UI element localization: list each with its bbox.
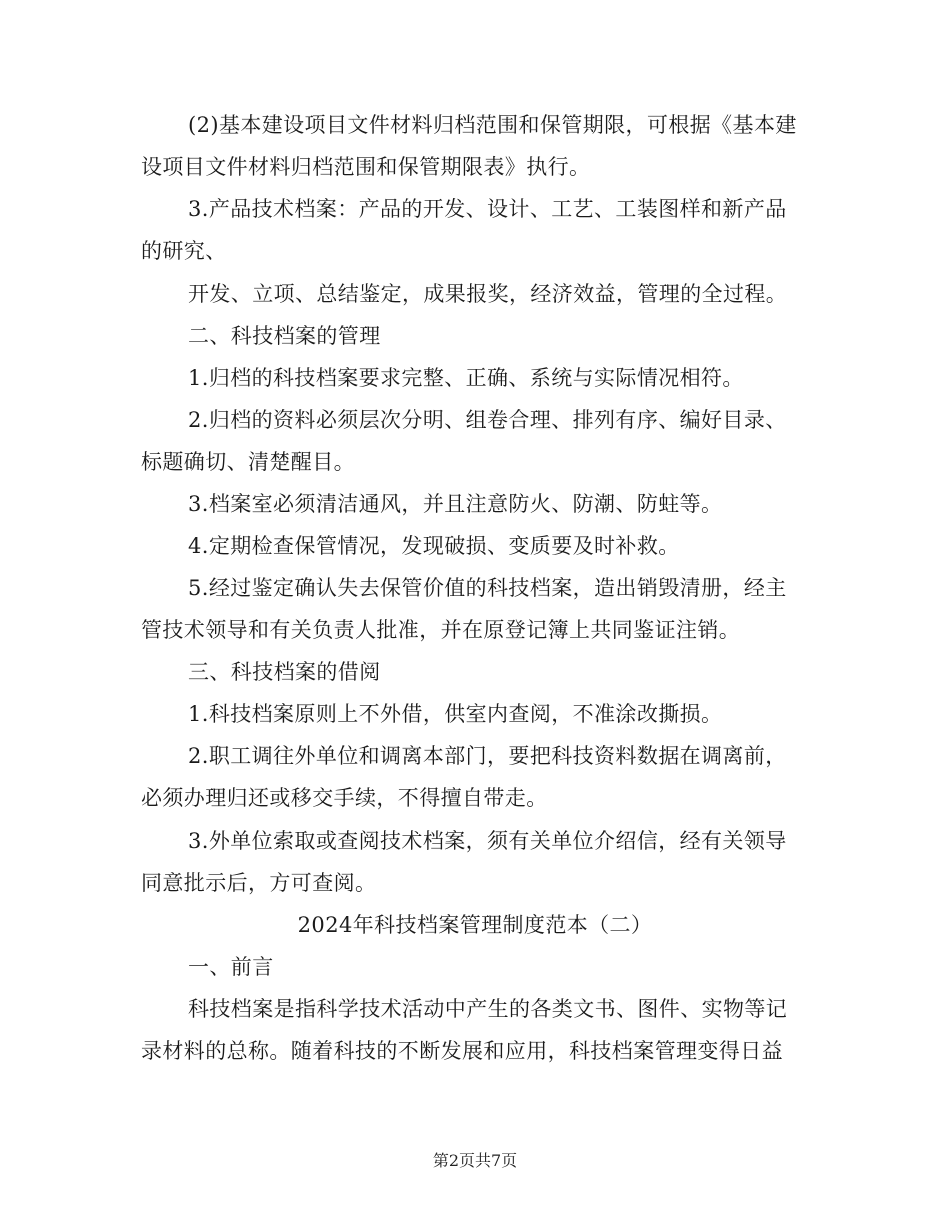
paragraph-line: 开发、立项、总结鉴定，成果报奖，经济效益，管理的全过程。 [188,282,788,306]
section-heading: 二、科技档案的管理 [188,324,381,348]
paragraph-line: 同意批示后，方可查阅。 [141,871,377,895]
paragraph-line: 3.产品技术档案：产品的开发、设计、工艺、工装图样和新产品 [188,197,787,221]
section-heading: 一、前言 [188,955,274,979]
page-number-footer: 第2页共7页 [432,1151,518,1170]
paragraph-line: 标题确切、清楚醒目。 [141,450,355,474]
document-title: 2024年科技档案管理制度范本（二） [297,913,653,937]
paragraph-line: 1.归档的科技档案要求完整、正确、系统与实际情况相符。 [188,366,744,390]
paragraph-line: 设项目文件材料归档范围和保管期限表》执行。 [141,155,591,179]
paragraph-line: 管技术领导和有关负责人批准，并在原登记簿上共同鉴证注销。 [141,618,741,642]
paragraph-line: 4.定期检查保管情况，发现破损、变质要及时补救。 [188,534,680,558]
paragraph-line: 3.档案室必须清洁通风，并且注意防火、防潮、防蛀等。 [188,492,723,516]
paragraph-line: 2.职工调往外单位和调离本部门，要把科技资料数据在调离前， [188,744,787,768]
paragraph-line: 录材料的总称。随着科技的不断发展和应用，科技档案管理变得日益 [141,1039,783,1063]
paragraph-line: (2)基本建设项目文件材料归档范围和保管期限，可根据《基本建 [188,113,797,137]
paragraph-line: 5.经过鉴定确认失去保管价值的科技档案，造出销毁清册，经主 [188,576,787,600]
paragraph-line: 3.外单位索取或查阅技术档案，须有关单位介绍信，经有关领导 [188,829,787,853]
paragraph-line: 1.科技档案原则上不外借，供室内查阅，不准涂改撕损。 [188,702,723,726]
paragraph-line: 必须办理归还或移交手续，不得擅自带走。 [141,786,548,810]
paragraph-line: 科技档案是指科学技术活动中产生的各类文书、图件、实物等记 [188,997,788,1021]
section-heading: 三、科技档案的借阅 [188,660,381,684]
paragraph-line: 的研究、 [141,239,227,263]
paragraph-line: 2.归档的资料必须层次分明、组卷合理、排列有序、编好目录、 [188,408,787,432]
